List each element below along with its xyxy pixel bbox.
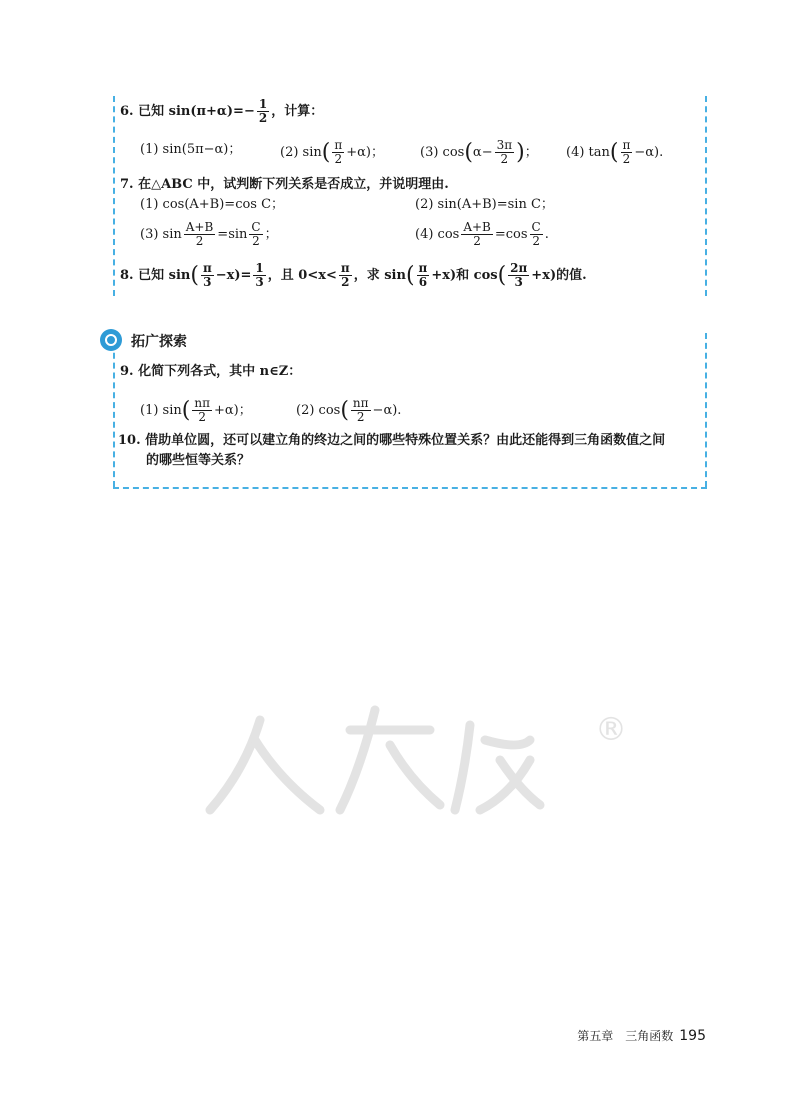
question-7-part-3: (3) sin $\frac{A+B}{2}$ =sin $\frac{C}{2}$ ； bbox=[140, 220, 278, 248]
chapter-title: 第五章 三角函数 bbox=[577, 1029, 674, 1043]
question-9-stem: 9. 化简下列各式，其中 n∈Z： bbox=[120, 364, 302, 379]
page-number: 195 bbox=[679, 1028, 706, 1044]
question-9-part-1: (1) sin ( $\frac{n\pi}{2}$ +α)； bbox=[140, 396, 252, 424]
explore-section-icon bbox=[100, 329, 122, 351]
question-7-stem: 7. 在△ABC 中，试判断下列关系是否成立，并说明理由. bbox=[120, 177, 449, 192]
question-8: 8. 已知 sin ( $\frac{\pi}{3}$ −x)= $\frac{1}{3}$ ，且 0<x< $\frac{\pi}{2}$ ，求 sin ( $\frac{\pi}{6}$ +x)和 cos ( $\frac{2\pi}{3}$ +x)的值. bbox=[120, 261, 587, 289]
svg-text:®: ® bbox=[595, 710, 627, 748]
question-6-part-2: (2) sin ( $\frac{\pi}{2}$ +α)； bbox=[280, 138, 384, 166]
question-7-part-4: (4) cos $\frac{A+B}{2}$ =cos $\frac{C}{2}$ . bbox=[415, 220, 549, 248]
question-10-line-2: 的哪些恒等关系？ bbox=[146, 453, 251, 468]
question-6-part-4: (4) tan ( $\frac{\pi}{2}$ −α). bbox=[566, 138, 664, 166]
question-7-part-1: (1) cos(A+B)=cos C； bbox=[140, 197, 285, 212]
question-6-stem: 6. 已知 sin(π+α)=− $\frac{1}{2}$ ，计算： bbox=[120, 97, 324, 125]
question-7-part-2: (2) sin(A+B)=sin C； bbox=[415, 197, 554, 212]
section-title: 拓广探索 bbox=[131, 334, 187, 350]
question-6-part-1: (1) sin(5π−α)； bbox=[140, 142, 242, 157]
question-9-part-2: (2) cos ( $\frac{n\pi}{2}$ −α). bbox=[296, 396, 402, 424]
question-10-line-1: 10. 借助单位圆，还可以建立角的终边之间的哪些特殊位置关系？由此还能得到三角函数值之间 bbox=[118, 433, 666, 448]
page-footer bbox=[577, 1027, 706, 1044]
question-6-part-3: (3) cos ( α− $\frac{3\pi}{2}$ ) ； bbox=[420, 138, 538, 166]
fraction: $\frac{1}{2}$ bbox=[258, 97, 268, 125]
publisher-watermark-logo bbox=[200, 700, 627, 820]
